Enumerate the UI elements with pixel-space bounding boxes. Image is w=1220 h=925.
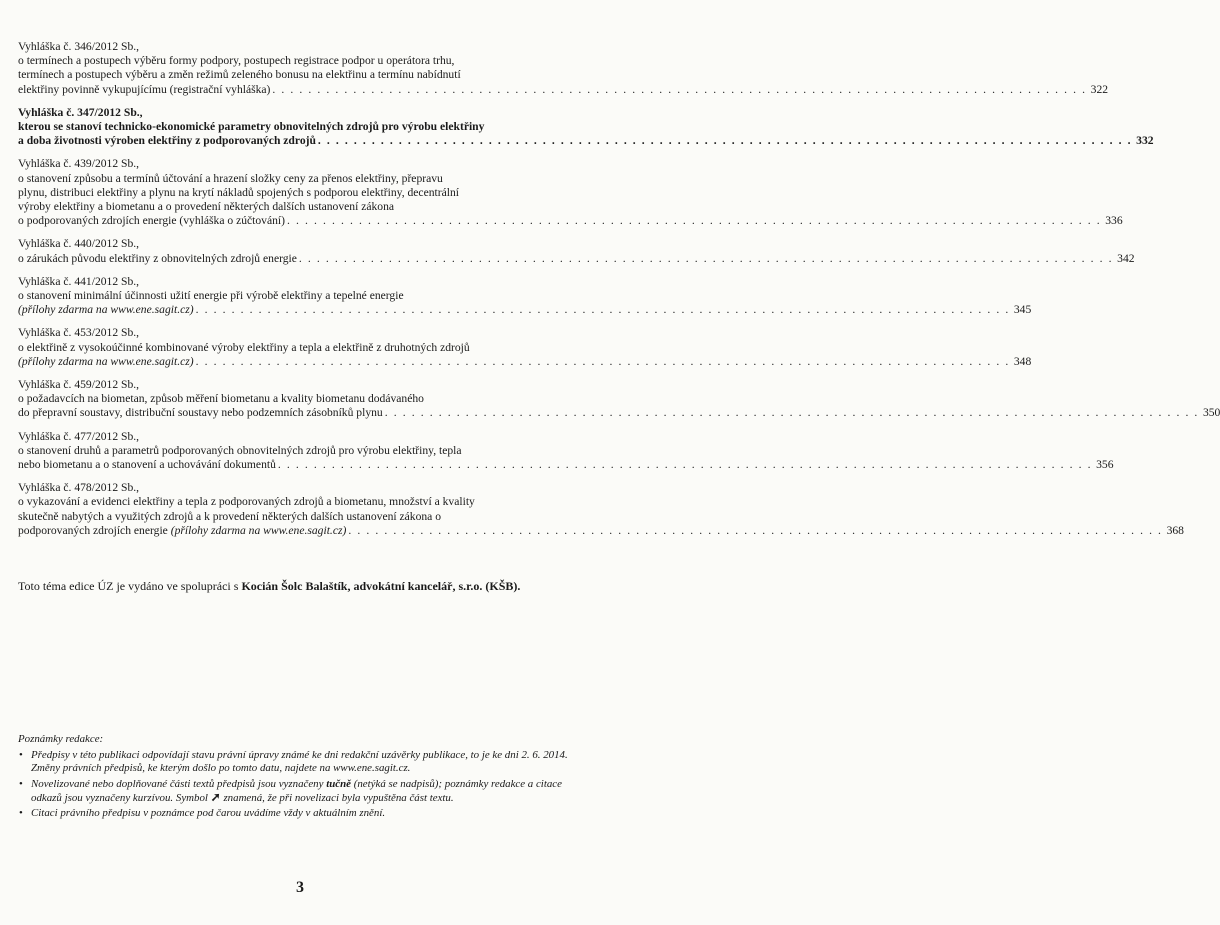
toc-entry [18, 40, 1109, 97]
entry-last-text [18, 214, 285, 228]
entry-heading: Vyhláška č. 440/2012 Sb., [18, 237, 140, 251]
note-item [18, 778, 588, 805]
entry-last-line [18, 134, 1154, 148]
toc-entry [18, 481, 1184, 538]
arrow-symbol-icon: ➚ [210, 789, 221, 804]
dot-leader [316, 134, 1134, 148]
entry-line: o stanovení způsobu a termínů účtování a hrazení složky ceny za přenos elektřiny, přepravu [18, 171, 443, 185]
entry-line: o vykazování a evidenci elektřiny a tepla z podporovaných zdrojů a biometanu, množství a kvality [18, 495, 475, 509]
entry-last-text [18, 83, 270, 97]
editorial-notes [18, 733, 588, 822]
entry-line: skutečně nabytých a využitých zdrojů a k provedení některých dalších ustanovení zákona o [18, 509, 442, 523]
toc-entry [18, 429, 1114, 473]
entry-last-line [18, 303, 1032, 317]
entry-last-text [18, 355, 194, 369]
toc-entry [18, 237, 1135, 265]
cooperation-prefix: Toto téma edice ÚZ je vydáno ve spolupráci s [18, 579, 242, 593]
toc-entry [18, 378, 1220, 421]
entry-last-text [18, 458, 276, 472]
table-of-contents [18, 40, 1220, 547]
entry-heading: Vyhláška č. 477/2012 Sb., [18, 429, 140, 443]
entry-line: o termínech a postupech výběru formy podpory, postupech registrace podpor u operátora trhu, [18, 54, 455, 68]
entry-heading: Vyhláška č. 439/2012 Sb., [18, 157, 140, 171]
cooperation-firm: Kocián Šolc Balaštík, advokátní kancelář, s.r.o. (KŠB). [241, 579, 521, 593]
cooperation-note [18, 579, 598, 594]
dot-leader [285, 214, 1103, 228]
entry-last-plain: do přepravní soustavy, distribuční soustavy nebo podzemních zásobníků plynu [18, 406, 383, 420]
entry-last-plain: nebo biometanu a o stanovení a uchovávání dokumentů [18, 458, 276, 472]
note-item [18, 807, 588, 820]
entry-page-number: 356 [1096, 458, 1114, 472]
entry-page-number: 322 [1090, 82, 1109, 96]
entry-heading: Vyhláška č. 459/2012 Sb., [18, 378, 140, 392]
entry-line: kterou se stanoví technicko-ekonomické parametry obnovitelných zdrojů pro výrobu elektřiny [18, 120, 485, 134]
note-text: Předpisy v této publikaci odpovídají stavu právní úpravy známé ke dni redakční uzávěrky publikace, to je ke dni 2. 6. 2014. Změny právních předpisů, ke kterým došlo po tomto datu, najdete na www.ene.sagit.cz. [31, 749, 568, 775]
entry-page-number: 368 [1166, 523, 1184, 537]
note-text: Novelizované nebo doplňované části textů předpisů jsou vyznačeny [31, 777, 327, 790]
entry-last-line [18, 354, 1032, 369]
note-bold-word: tučně [326, 777, 351, 790]
entry-last-plain: elektřiny povinně vykupujícímu (registrační vyhláška) [18, 82, 271, 96]
note-text: (netýká se nadpisů); poznámky redakce a citace odkazů jsou vyznačeny kurzívou. Symbol [31, 777, 562, 804]
dot-leader [276, 458, 1094, 472]
entry-line: o stanovení minimální účinnosti užití energie při výrobě elektřiny a tepelné energie [18, 289, 404, 303]
entry-last-line [18, 82, 1109, 97]
entry-line: výroby elektřiny a biometanu a o provedení některých dalších ustanovení zákona [18, 200, 395, 214]
entry-last-text [18, 252, 297, 266]
entry-heading: Vyhláška č. 346/2012 Sb., [18, 40, 140, 53]
entry-line: o stanovení druhů a parametrů podporovaných obnovitelných zdrojů pro výrobu elektřiny, tepla [18, 443, 462, 457]
entry-last-line [18, 251, 1135, 266]
entry-last-line [18, 214, 1123, 228]
entry-last-text [18, 134, 316, 148]
entry-page-number: 332 [1136, 134, 1154, 148]
notes-list [18, 749, 588, 820]
entry-last-plain: a doba životnosti výroben elektřiny z podporovaných zdrojů [18, 134, 316, 148]
entry-heading: Vyhláška č. 478/2012 Sb., [18, 481, 140, 495]
entry-page-number: 345 [1013, 303, 1032, 317]
toc-entry [18, 105, 1154, 149]
entry-last-plain: podporovaných zdrojích energie [18, 523, 171, 537]
entry-attachment-note: (přílohy zdarma na www.ene.sagit.cz) [170, 523, 347, 537]
dot-leader [194, 303, 1012, 317]
entry-last-plain: o zárukách původu elektřiny z obnovitelných zdrojů energie [18, 251, 297, 265]
page-number: 3 [296, 879, 304, 896]
entry-attachment-note: (přílohy zdarma na www.ene.sagit.cz) [18, 303, 194, 317]
entry-page-number: 342 [1117, 251, 1135, 265]
dot-leader [346, 524, 1164, 538]
entry-last-line [18, 523, 1184, 538]
entry-last-plain: o podporovaných zdrojích energie (vyhláška o zúčtování) [18, 214, 285, 228]
entry-last-text [18, 524, 346, 538]
dot-leader [270, 83, 1088, 97]
entry-last-text [18, 406, 383, 420]
entry-line: o elektřině z vysokoúčinné kombinované výroby elektřiny a tepla a elektřině z druhotných zdrojů [18, 340, 470, 354]
entry-heading: Vyhláška č. 347/2012 Sb., [18, 105, 143, 119]
entry-page-number: 348 [1013, 354, 1032, 368]
entry-page-number: 336 [1105, 214, 1123, 228]
entry-line: termínech a postupech výběru a změn režimů zeleného bonusu na elektřinu a termínu nabídnutí [18, 68, 461, 82]
entry-last-line [18, 406, 1220, 420]
dot-leader [383, 406, 1201, 420]
toc-entry [18, 157, 1123, 228]
entry-line: o požadavcích na biometan, způsob měření biometanu a kvality biometanu dodávaného [18, 392, 424, 406]
note-text: Citaci právního předpisu v poznámce pod čarou uvádíme vždy v aktuálním znění. [31, 807, 386, 820]
toc-entry [18, 326, 1032, 369]
entry-attachment-note: (přílohy zdarma na www.ene.sagit.cz) [18, 354, 194, 368]
note-text: znamená, že při novelizaci byla vypuštěna část textu. [220, 791, 454, 804]
dot-leader [297, 252, 1115, 266]
notes-title: Poznámky redakce: [18, 733, 104, 745]
toc-entry [18, 274, 1032, 318]
entry-heading: Vyhláška č. 453/2012 Sb., [18, 326, 140, 340]
dot-leader [194, 355, 1012, 369]
entry-last-text [18, 303, 194, 317]
entry-last-line [18, 458, 1114, 472]
entry-page-number: 350 [1202, 406, 1220, 420]
entry-heading: Vyhláška č. 441/2012 Sb., [18, 274, 140, 288]
note-item [18, 749, 588, 775]
entry-line: plynu, distribuci elektřiny a plynu na krytí nákladů spojených s podporou elektřiny, decentrální [18, 185, 459, 199]
